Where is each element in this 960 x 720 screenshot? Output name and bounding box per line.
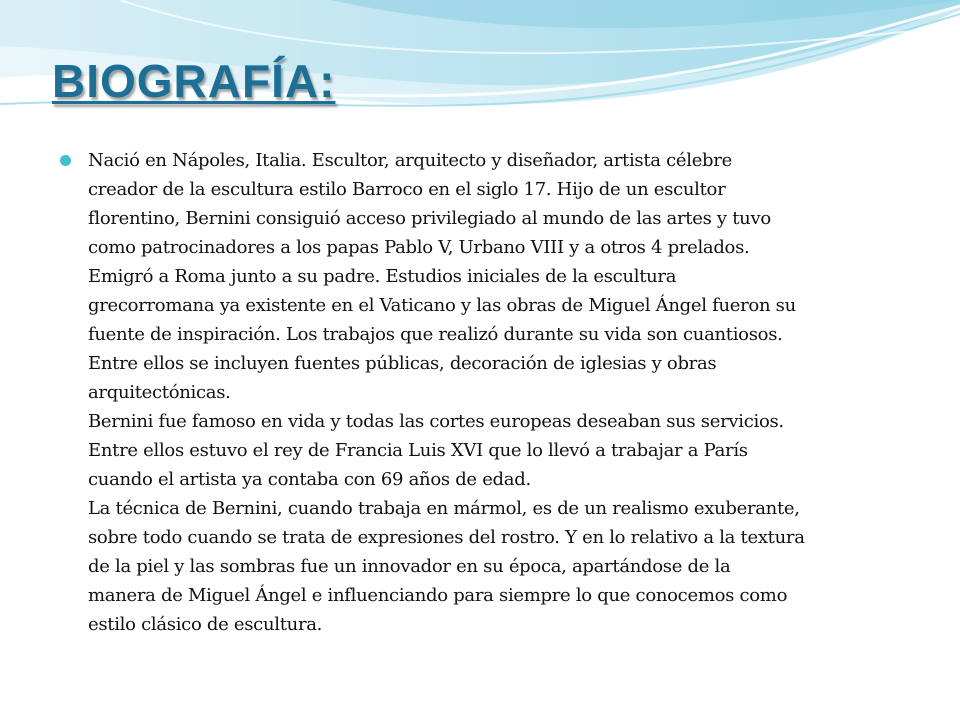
text-line: como patrocinadores a los papas Pablo V, Urbano VIII y a otros 4 prelados.	[88, 237, 750, 258]
text-line: creador de la escultura estilo Barroco en el siglo 17. Hijo de un escultor	[88, 179, 726, 200]
text-line: cuando el artista ya contaba con 69 años de edad.	[88, 469, 531, 490]
text-line: fuente de inspiración. Los trabajos que realizó durante su vida son cuantiosos.	[88, 324, 783, 345]
text-line: arquitectónicas.	[88, 382, 231, 403]
text-line: grecorromana ya existente en el Vaticano y las obras de Miguel Ángel fueron su	[88, 295, 796, 316]
text-line: Entre ellos se incluyen fuentes públicas, decoración de iglesias y obras	[88, 353, 717, 374]
text-line: manera de Miguel Ángel e influenciando para siempre lo que conocemos como	[88, 585, 788, 606]
text-line: Entre ellos estuvo el rey de Francia Luis XVI que lo llevó a trabajar a París	[88, 440, 748, 461]
text-line: estilo clásico de escultura.	[88, 614, 323, 635]
text-line: Nació en Nápoles, Italia. Escultor, arquitecto y diseñador, artista célebre	[88, 150, 732, 171]
text-line: La técnica de Bernini, cuando trabaja en mármol, es de un realismo exuberante,	[88, 498, 800, 519]
text-line: Emigró a Roma junto a su padre. Estudios iniciales de la escultura	[88, 266, 677, 287]
text-line: florentino, Bernini consiguió acceso privilegiado al mundo de las artes y tuvo	[88, 208, 771, 229]
text-line: Bernini fue famoso en vida y todas las cortes europeas deseaban sus servicios.	[88, 411, 784, 432]
bullet-icon	[60, 155, 71, 166]
text-line: sobre todo cuando se trata de expresiones del rostro. Y en lo relativo a la textura	[88, 527, 805, 548]
page-title: BIOGRAFÍA:	[52, 55, 336, 107]
biography-paragraph	[88, 146, 918, 639]
text-line: de la piel y las sombras fue un innovador en su época, apartándose de la	[88, 556, 731, 577]
